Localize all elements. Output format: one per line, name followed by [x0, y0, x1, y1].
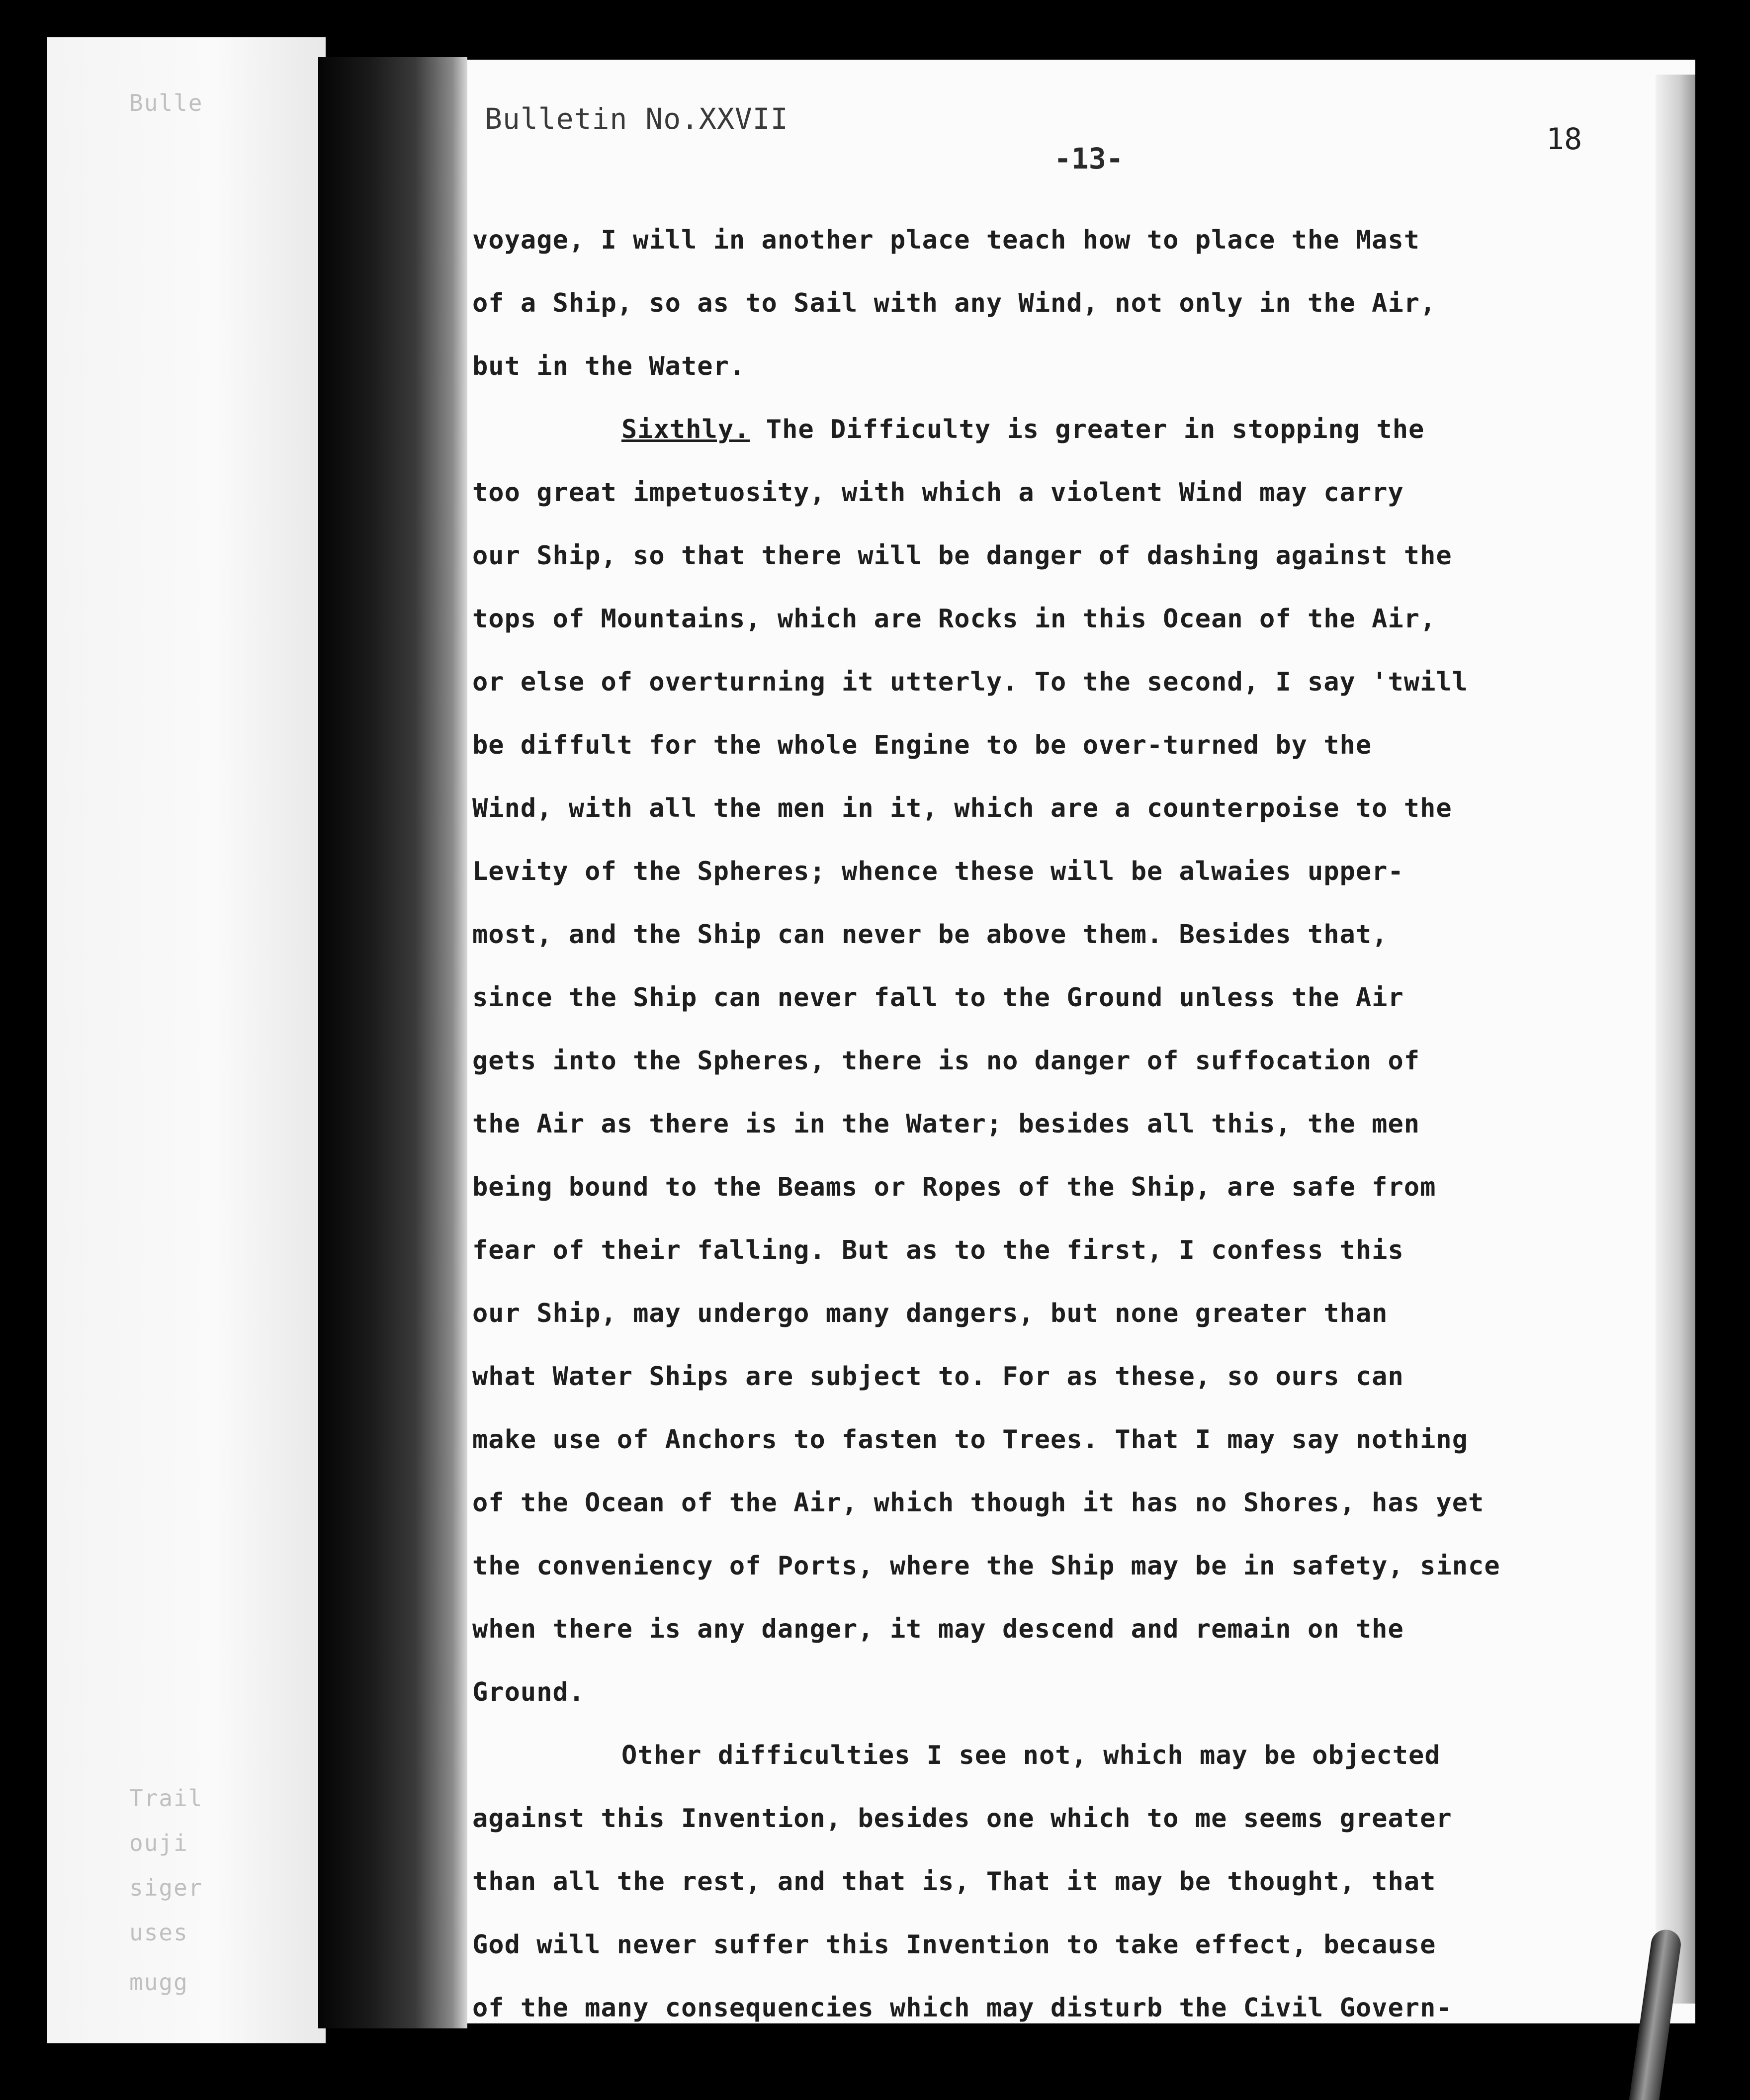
text-line: Ground. [472, 1677, 585, 1707]
previous-page-strip [47, 37, 326, 2043]
text-line: when there is any danger, it may descend and remain on the [472, 1614, 1404, 1644]
paragraph-start-line: Other difficulties I see not, which may be objected [621, 1741, 1441, 1770]
text-line: of the Ocean of the Air, which though it has no Shores, has yet [472, 1488, 1485, 1518]
binding-gutter-shadow [318, 57, 467, 2028]
text-line: our Ship, so that there will be danger of dashing against the [472, 541, 1452, 571]
running-title: Bulletin No.XXVII [485, 102, 788, 136]
text-line: too great impetuosity, with which a violent Wind may carry [472, 478, 1404, 508]
text-line: of a Ship, so as to Sail with any Wind, not only in the Air, [472, 288, 1436, 318]
text-line: make use of Anchors to fasten to Trees. That I may say nothing [472, 1425, 1469, 1455]
text-line: or else of overturning it utterly. To the second, I say 'twill [472, 667, 1469, 697]
bleed-through-text: Trail [129, 1785, 203, 1812]
text-line: the conveniency of Ports, where the Ship may be in safety, since [472, 1551, 1500, 1581]
text-line: than all the rest, and that is, That it may be thought, that [472, 1867, 1436, 1897]
text-line: the Air as there is in the Water; besides all this, the men [472, 1109, 1420, 1139]
bleed-through-text: ouji [129, 1830, 188, 1856]
text-line: being bound to the Beams or Ropes of the Ship, are safe from [472, 1172, 1436, 1202]
text-line: be diffult for the whole Engine to be over-turned by the [472, 730, 1372, 760]
folio-number: -13- [1054, 142, 1124, 175]
bleed-through-text: uses [129, 1919, 188, 1946]
text-run: The Difficulty is greater in stopping the [750, 415, 1425, 444]
bleed-through-text: siger [129, 1874, 203, 1901]
text-line: God will never suffer this Invention to take effect, because [472, 1930, 1436, 1960]
typed-body-text [472, 209, 1685, 2040]
text-line: what Water Ships are subject to. For as these, so ours can [472, 1362, 1404, 1392]
text-line: of the many consequencies which may disturb the Civil Govern- [472, 1993, 1452, 2023]
bleed-through-text: mugg [129, 1969, 188, 1996]
text-line: but in the Water. [472, 351, 746, 381]
text-line: tops of Mountains, which are Rocks in this Ocean of the Air, [472, 604, 1436, 634]
text-line: Wind, with all the men in it, which are a counterpoise to the [472, 793, 1452, 823]
text-line: gets into the Spheres, there is no danger of suffocation of [472, 1046, 1420, 1076]
section-lead-word: Sixthly. [621, 415, 750, 444]
paragraph-start-line [472, 398, 1685, 461]
text-line: our Ship, may undergo many dangers, but none greater than [472, 1299, 1388, 1328]
text-line: against this Invention, besides one which to me seems greater [472, 1804, 1452, 1834]
text-line: most, and the Ship can never be above them. Besides that, [472, 920, 1388, 950]
page-number: 18 [1546, 122, 1582, 157]
text-line: since the Ship can never fall to the Ground unless the Air [472, 983, 1404, 1013]
text-line: voyage, I will in another place teach how to place the Mast [472, 225, 1420, 255]
text-line: Levity of the Spheres; whence these will be alwaies upper- [472, 857, 1404, 886]
text-line: fear of their falling. But as to the first, I confess this [472, 1235, 1404, 1265]
bleed-through-text: Bulle [129, 89, 203, 116]
